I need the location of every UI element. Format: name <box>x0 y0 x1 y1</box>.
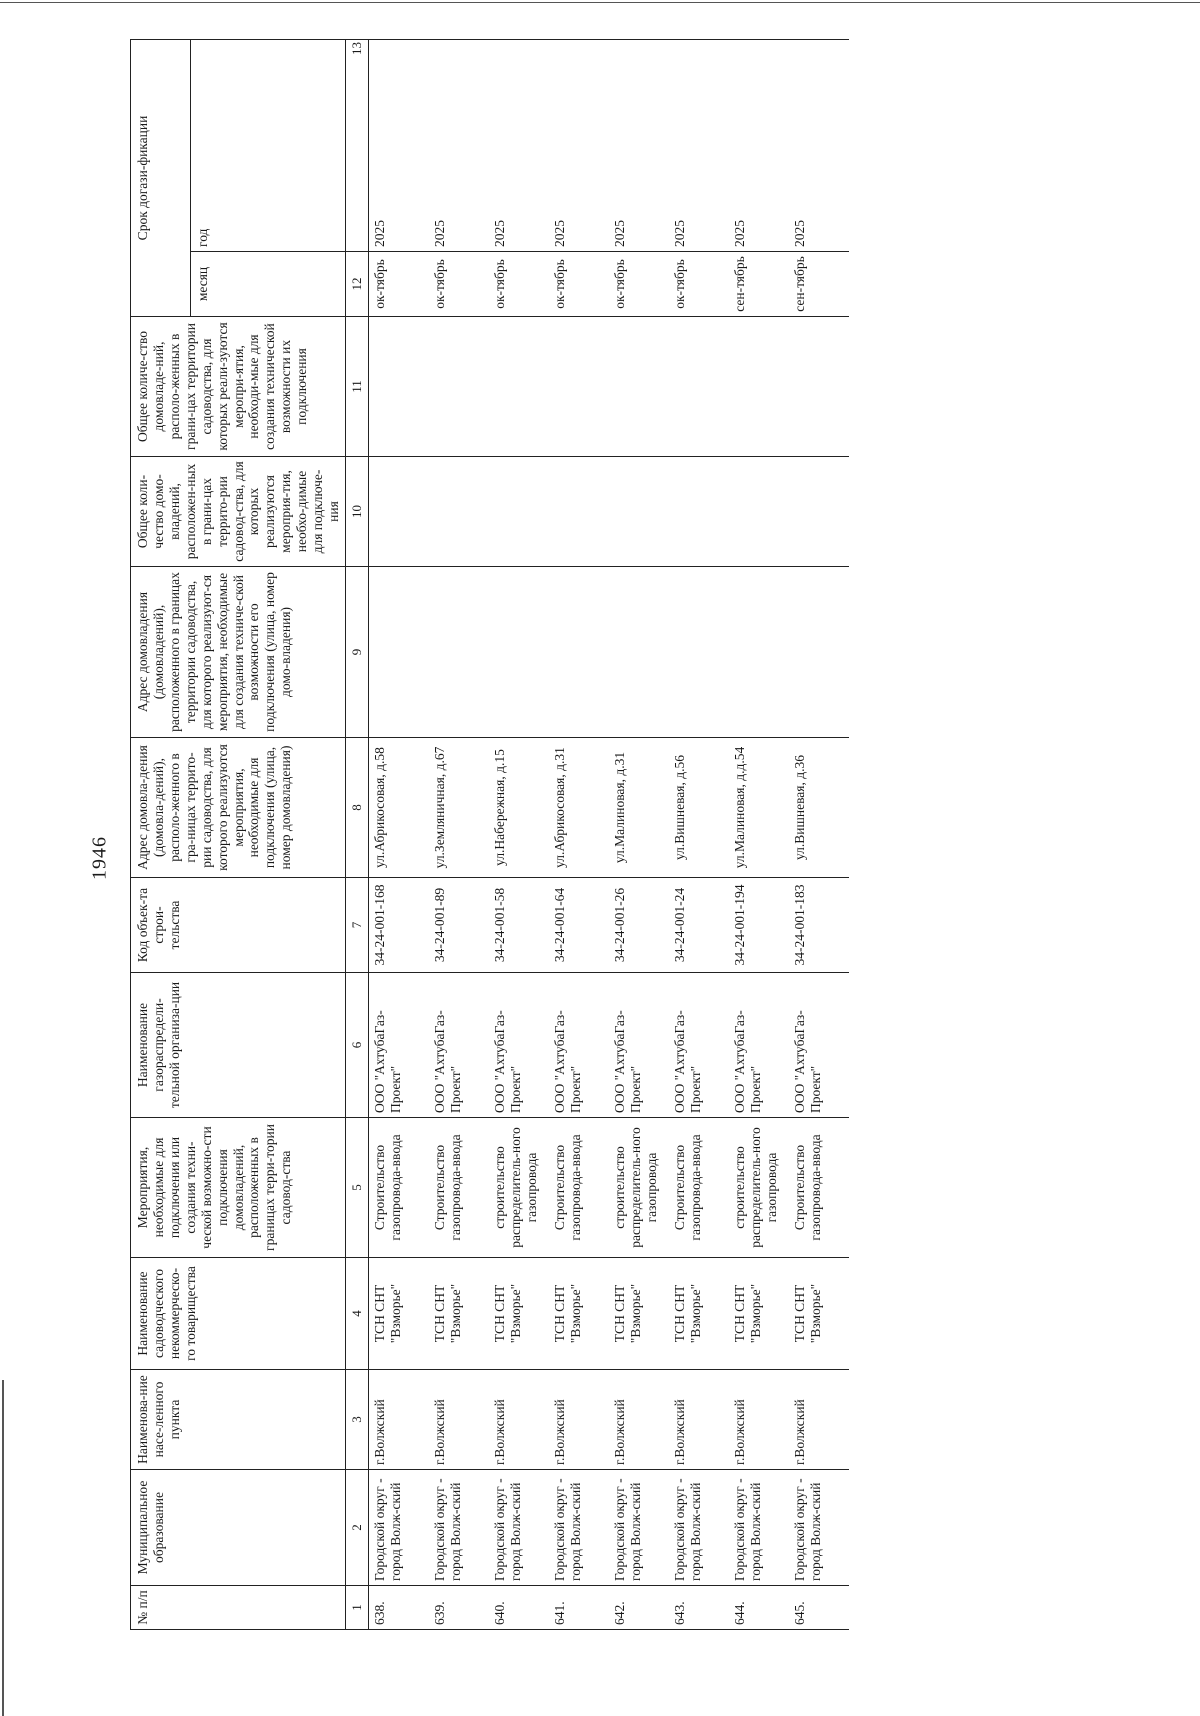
count-capability-cell <box>368 317 429 457</box>
table-body <box>368 39 849 1629</box>
year-cell: 2025 <box>669 39 729 251</box>
address-cell: ул.Земляничная, д.67 <box>429 738 489 878</box>
municipality-cell: Городской округ - город Волж-ский <box>669 1470 729 1586</box>
year-cell: 2025 <box>609 39 669 251</box>
count-connection-cell <box>429 457 489 567</box>
gas-organization-cell: ООО "АхтубаГаз-Проект" <box>429 973 489 1118</box>
scan-edge-top <box>0 2 1200 3</box>
gas-organization-cell: ООО "АхтубаГаз-Проект" <box>609 973 669 1118</box>
count-capability-cell <box>429 317 489 457</box>
row-number: 641. <box>549 1586 609 1630</box>
partnership-cell: ТСН СНТ "Взморье" <box>429 1258 489 1370</box>
measure-cell: Строительство газопровода-ввода <box>549 1118 609 1258</box>
measure-cell: Строительство газопровода-ввода <box>789 1118 849 1258</box>
row-number: 644. <box>729 1586 789 1630</box>
count-connection-cell <box>368 457 429 567</box>
object-code-cell: 34-24-001-26 <box>609 878 669 973</box>
partnership-cell: ТСН СНТ "Взморье" <box>729 1258 789 1370</box>
object-code-cell: 34-24-001-183 <box>789 878 849 973</box>
measure-cell: Строительство газопровода-ввода <box>669 1118 729 1258</box>
column-number: 11 <box>345 317 368 457</box>
address-cell: ул.Абрикосовая, д.31 <box>549 738 609 878</box>
header-count-connection: Общее коли-чество домо-владений, расположен-ных в грани-цах террито-рии садовод-ства, для которых реализуются мероприя-тия, необхо-димые для подключе-ния <box>131 457 346 567</box>
count-connection-cell <box>789 457 849 567</box>
municipality-cell: Городской округ - город Волж-ский <box>609 1470 669 1586</box>
column-number: 1 <box>345 1586 368 1630</box>
year-cell: 2025 <box>429 39 489 251</box>
gas-organization-cell: ООО "АхтубаГаз-Проект" <box>789 973 849 1118</box>
column-number: 4 <box>345 1258 368 1370</box>
table-row <box>368 39 429 1629</box>
address-cell: ул.Малиновая, д.31 <box>609 738 669 878</box>
gas-organization-cell: ООО "АхтубаГаз-Проект" <box>669 973 729 1118</box>
column-number: 9 <box>345 567 368 738</box>
measure-cell: Строительство газопровода-ввода <box>368 1118 429 1258</box>
settlement-cell: г.Волжский <box>489 1370 549 1470</box>
address-cell: ул.Вишневая, д.56 <box>669 738 729 878</box>
month-cell: ок-тябрь <box>368 252 429 317</box>
partnership-cell: ТСН СНТ "Взморье" <box>489 1258 549 1370</box>
column-number: 13 <box>345 39 368 251</box>
header-measures: Мероприятия, необходимые для подключения или создания техни-ческой возможно-сти подключения домовладений, расположенных в границах терри-тории садовод-ства <box>131 1118 346 1258</box>
registry-table <box>130 39 849 1630</box>
measure-cell: строительство распределитель-ного газопровода <box>489 1118 549 1258</box>
settlement-cell: г.Волжский <box>429 1370 489 1470</box>
settlement-cell: г.Волжский <box>669 1370 729 1470</box>
row-number: 643. <box>669 1586 729 1630</box>
address-capability-cell <box>489 567 549 738</box>
header-address-connection: Адрес домовла-дения (домовла-дений), располо-женного в гра-ницах террито-рии садоводства, для которого реализуются мероприятия, необходимые для подключения (улица, номер домовладения) <box>131 738 346 878</box>
count-capability-cell <box>609 317 669 457</box>
header-municipality: Муниципальное образование <box>131 1470 346 1586</box>
municipality-cell: Городской округ - город Волж-ский <box>429 1470 489 1586</box>
gas-organization-cell: ООО "АхтубаГаз-Проект" <box>489 973 549 1118</box>
count-connection-cell <box>669 457 729 567</box>
row-number: 639. <box>429 1586 489 1630</box>
object-code-cell: 34-24-001-24 <box>669 878 729 973</box>
object-code-cell: 34-24-001-168 <box>368 878 429 973</box>
municipality-cell: Городской округ - город Волж-ский <box>729 1470 789 1586</box>
count-capability-cell <box>669 317 729 457</box>
column-number: 12 <box>345 252 368 317</box>
municipality-cell: Городской округ - город Волж-ский <box>789 1470 849 1586</box>
table-header <box>131 39 369 1629</box>
month-cell: ок-тябрь <box>609 252 669 317</box>
address-capability-cell <box>669 567 729 738</box>
header-gas-organization: Наименование газораспредели-тельной организа-ции <box>131 973 346 1118</box>
table-row <box>729 39 789 1629</box>
count-capability-cell <box>729 317 789 457</box>
table-row <box>549 39 609 1629</box>
object-code-cell: 34-24-001-58 <box>489 878 549 973</box>
gas-organization-cell: ООО "АхтубаГаз-Проект" <box>368 973 429 1118</box>
partnership-cell: ТСН СНТ "Взморье" <box>368 1258 429 1370</box>
object-code-cell: 34-24-001-194 <box>729 878 789 973</box>
header-object-code: Код объек-та строи-тельства <box>131 878 346 973</box>
header-month: месяц <box>191 252 346 317</box>
count-connection-cell <box>729 457 789 567</box>
object-code-cell: 34-24-001-64 <box>549 878 609 973</box>
year-cell: 2025 <box>368 39 429 251</box>
gas-organization-cell: ООО "АхтубаГаз-Проект" <box>549 973 609 1118</box>
address-capability-cell <box>549 567 609 738</box>
column-number-row <box>345 39 368 1629</box>
header-year: год <box>191 39 346 251</box>
column-number: 6 <box>345 973 368 1118</box>
column-number: 5 <box>345 1118 368 1258</box>
header-partnership: Наименование садоводческого некоммерческо-го товарищества <box>131 1258 346 1370</box>
address-cell: ул.Малиновая, д.д.54 <box>729 738 789 878</box>
measure-cell: строительство распределитель-ного газопровода <box>609 1118 669 1258</box>
year-cell: 2025 <box>789 39 849 251</box>
row-number: 642. <box>609 1586 669 1630</box>
column-number: 10 <box>345 457 368 567</box>
row-number: 645. <box>789 1586 849 1630</box>
rotated-page <box>130 40 1035 1630</box>
table-row <box>429 39 489 1629</box>
municipality-cell: Городской округ - город Волж-ский <box>489 1470 549 1586</box>
column-number: 3 <box>345 1370 368 1470</box>
row-number: 638. <box>368 1586 429 1630</box>
object-code-cell: 34-24-001-89 <box>429 878 489 973</box>
partnership-cell: ТСН СНТ "Взморье" <box>609 1258 669 1370</box>
count-connection-cell <box>549 457 609 567</box>
count-capability-cell <box>789 317 849 457</box>
table-row <box>669 39 729 1629</box>
page-number: 1946 <box>88 836 111 880</box>
header-deadline: Срок догази-фикации <box>131 39 191 316</box>
table-row <box>789 39 849 1629</box>
address-capability-cell <box>429 567 489 738</box>
settlement-cell: г.Волжский <box>549 1370 609 1470</box>
header-number: № п/п <box>131 1586 346 1630</box>
table-row <box>609 39 669 1629</box>
header-address-capability: Адрес домовладения (домовладений), расположенного в границах территории садоводства, для которого реализуют-ся мероприятия, необходимые для создания техниче-ской возможности его подключения (улица, номер домо-владения) <box>131 567 346 738</box>
settlement-cell: г.Волжский <box>789 1370 849 1470</box>
municipality-cell: Городской округ - город Волж-ский <box>549 1470 609 1586</box>
column-number: 8 <box>345 738 368 878</box>
address-capability-cell <box>609 567 669 738</box>
measure-cell: строительство распределитель-ного газопровода <box>729 1118 789 1258</box>
row-number: 640. <box>489 1586 549 1630</box>
month-cell: ок-тябрь <box>489 252 549 317</box>
municipality-cell: Городской округ - город Волж-ский <box>368 1470 429 1586</box>
settlement-cell: г.Волжский <box>609 1370 669 1470</box>
year-cell: 2025 <box>549 39 609 251</box>
address-cell: ул.Набережная, д.15 <box>489 738 549 878</box>
column-number: 7 <box>345 878 368 973</box>
scan-edge-left <box>2 1380 4 1716</box>
header-count-capability: Общее количе-ство домовладе-ний, располо-женных в грани-цах территории садоводства, для которых реали-зуются меропри-ятия, необходи-мые для создания технической возможности их подключения <box>131 317 346 457</box>
address-capability-cell <box>368 567 429 738</box>
settlement-cell: г.Волжский <box>368 1370 429 1470</box>
partnership-cell: ТСН СНТ "Взморье" <box>549 1258 609 1370</box>
count-connection-cell <box>609 457 669 567</box>
month-cell: ок-тябрь <box>669 252 729 317</box>
count-connection-cell <box>489 457 549 567</box>
month-cell: сен-тябрь <box>789 252 849 317</box>
address-capability-cell <box>729 567 789 738</box>
address-cell: ул.Абрикосовая, д.58 <box>368 738 429 878</box>
month-cell: ок-тябрь <box>429 252 489 317</box>
year-cell: 2025 <box>489 39 549 251</box>
address-cell: ул.Вишневая, д.36 <box>789 738 849 878</box>
partnership-cell: ТСН СНТ "Взморье" <box>669 1258 729 1370</box>
month-cell: ок-тябрь <box>549 252 609 317</box>
address-capability-cell <box>789 567 849 738</box>
partnership-cell: ТСН СНТ "Взморье" <box>789 1258 849 1370</box>
settlement-cell: г.Волжский <box>729 1370 789 1470</box>
count-capability-cell <box>549 317 609 457</box>
year-cell: 2025 <box>729 39 789 251</box>
month-cell: сен-тябрь <box>729 252 789 317</box>
measure-cell: Строительство газопровода-ввода <box>429 1118 489 1258</box>
column-number: 2 <box>345 1470 368 1586</box>
header-settlement: Наименова-ние насе-ленного пункта <box>131 1370 346 1470</box>
count-capability-cell <box>489 317 549 457</box>
gas-organization-cell: ООО "АхтубаГаз-Проект" <box>729 973 789 1118</box>
table-row <box>489 39 549 1629</box>
